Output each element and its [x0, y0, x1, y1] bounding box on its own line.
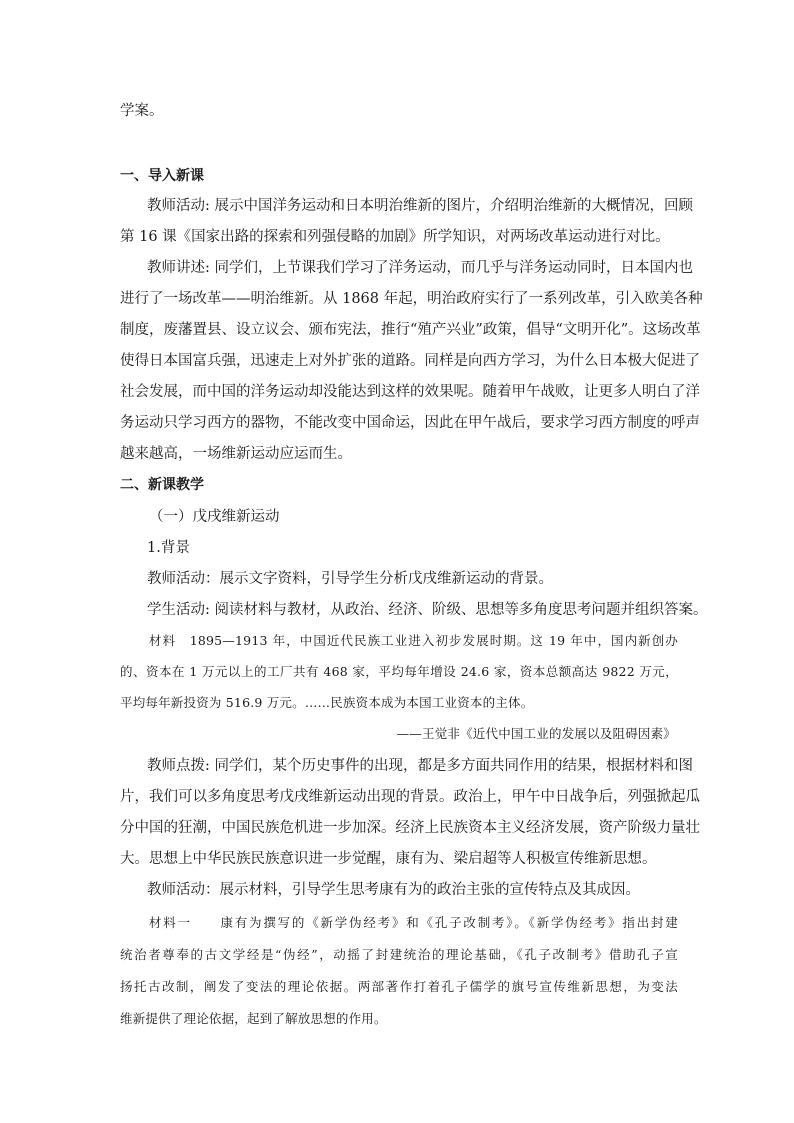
material-line: 材料一 康有为撰写的《新学伪经考》和《孔子改制考》。《新学伪经考》指出封建: [149, 915, 678, 930]
text-line: 学案。: [120, 103, 164, 119]
subsection-heading: （一）戊戌维新运动: [149, 509, 280, 525]
section-heading: 一、导入新课: [120, 168, 204, 184]
text-line: 第 16 课《国家出路的探索和列强侵略的加剧》所学知识，对两场改革运动进行对比。: [120, 229, 670, 245]
material-line: 材料 1895—1913 年，中国近代民族工业进入初步发展时期。这 19 年中，国内新创办: [149, 633, 678, 648]
section-heading: 二、新课教学: [120, 477, 204, 493]
text-line: 进行了一场改革——明治维新。从 1868 年起，明治政府实行了一系列改革，引入欧美各种: [120, 291, 703, 307]
material-line: 的、资本在 1 万元以上的工厂共有 468 家，平均每年增设 24.6 家，资本总额高达 9822 万元，: [120, 664, 678, 679]
material-line: 平均每年新投资为 516.9 万元。……民族资本成为本国工业资本的主体。: [120, 695, 534, 710]
text-line: 越来越高，一场维新运动应运而生。: [120, 446, 352, 462]
text-line: 社会发展，而中国的洋务运动却没能达到这样的效果呢。随着甲午战败，让更多人明白了洋: [120, 384, 700, 400]
text-line: 学生活动: 阅读材料与教材，从政治、经济、阶级、思想等多角度思考问题并组织答案。: [147, 602, 708, 618]
text-line: 教师讲述: 同学们，上节课我们学习了洋务运动，而几乎与洋务运动同时，日本国内也: [147, 260, 693, 276]
text-line: 制度，废藩置县、设立议会、颁布宪法，推行“殖产兴业”政策，倡导“文明开化”。这场改革: [120, 322, 701, 338]
text-line: 片，我们可以多角度思考戊戌维新运动出现的背景。政治上，甲午中日战争后，列强掀起瓜: [120, 789, 700, 805]
text-line: 教师活动：展示文字资料，引导学生分析戊戌维新运动的背景。: [147, 571, 553, 587]
text-line: 分中国的狂潮，中国民族危机进一步加深。经济上民族资本主义经济发展，资产阶级力量壮: [120, 820, 700, 836]
material-source: ——王觉非《近代中国工业的发展以及阻碍因素》: [396, 726, 676, 741]
text-line: 大。思想上中华民族民族意识进一步觉醒，康有为、梁启超等人积极宣传维新思想。: [120, 851, 657, 867]
text-line: 教师活动：展示材料，引导学生思考康有为的政治主张的宣传特点及其成因。: [147, 882, 640, 898]
material-line: 维新提供了理论依据，起到了解放思想的作用。: [120, 1011, 387, 1026]
text-line: 教师活动: 展示中国洋务运动和日本明治维新的图片，介绍明治维新的大概情况，回顾: [147, 198, 693, 214]
text-line: 使得日本国富兵强，迅速走上对外扩张的道路。同样是向西方学习，为什么日本极大促进了: [120, 353, 700, 369]
material-line: 统治者尊奉的古文学经是“伪经”，动摇了封建统治的理论基础，《孔子改制考》借助孔子宣: [120, 947, 678, 962]
text-line: 务运动只学习西方的器物，不能改变中国命运，因此在甲午战后，要求学习西方制度的呼声: [120, 415, 700, 431]
material-line: 扬托古改制，阐发了变法的理论依据。两部著作打着孔子儒学的旗号宣传维新思想，为变法: [120, 979, 678, 994]
point-heading: 1.背景: [147, 540, 190, 556]
text-line: 教师点拨: 同学们，某个历史事件的出现，都是多方面共同作用的结果，根据材料和图: [147, 758, 693, 774]
